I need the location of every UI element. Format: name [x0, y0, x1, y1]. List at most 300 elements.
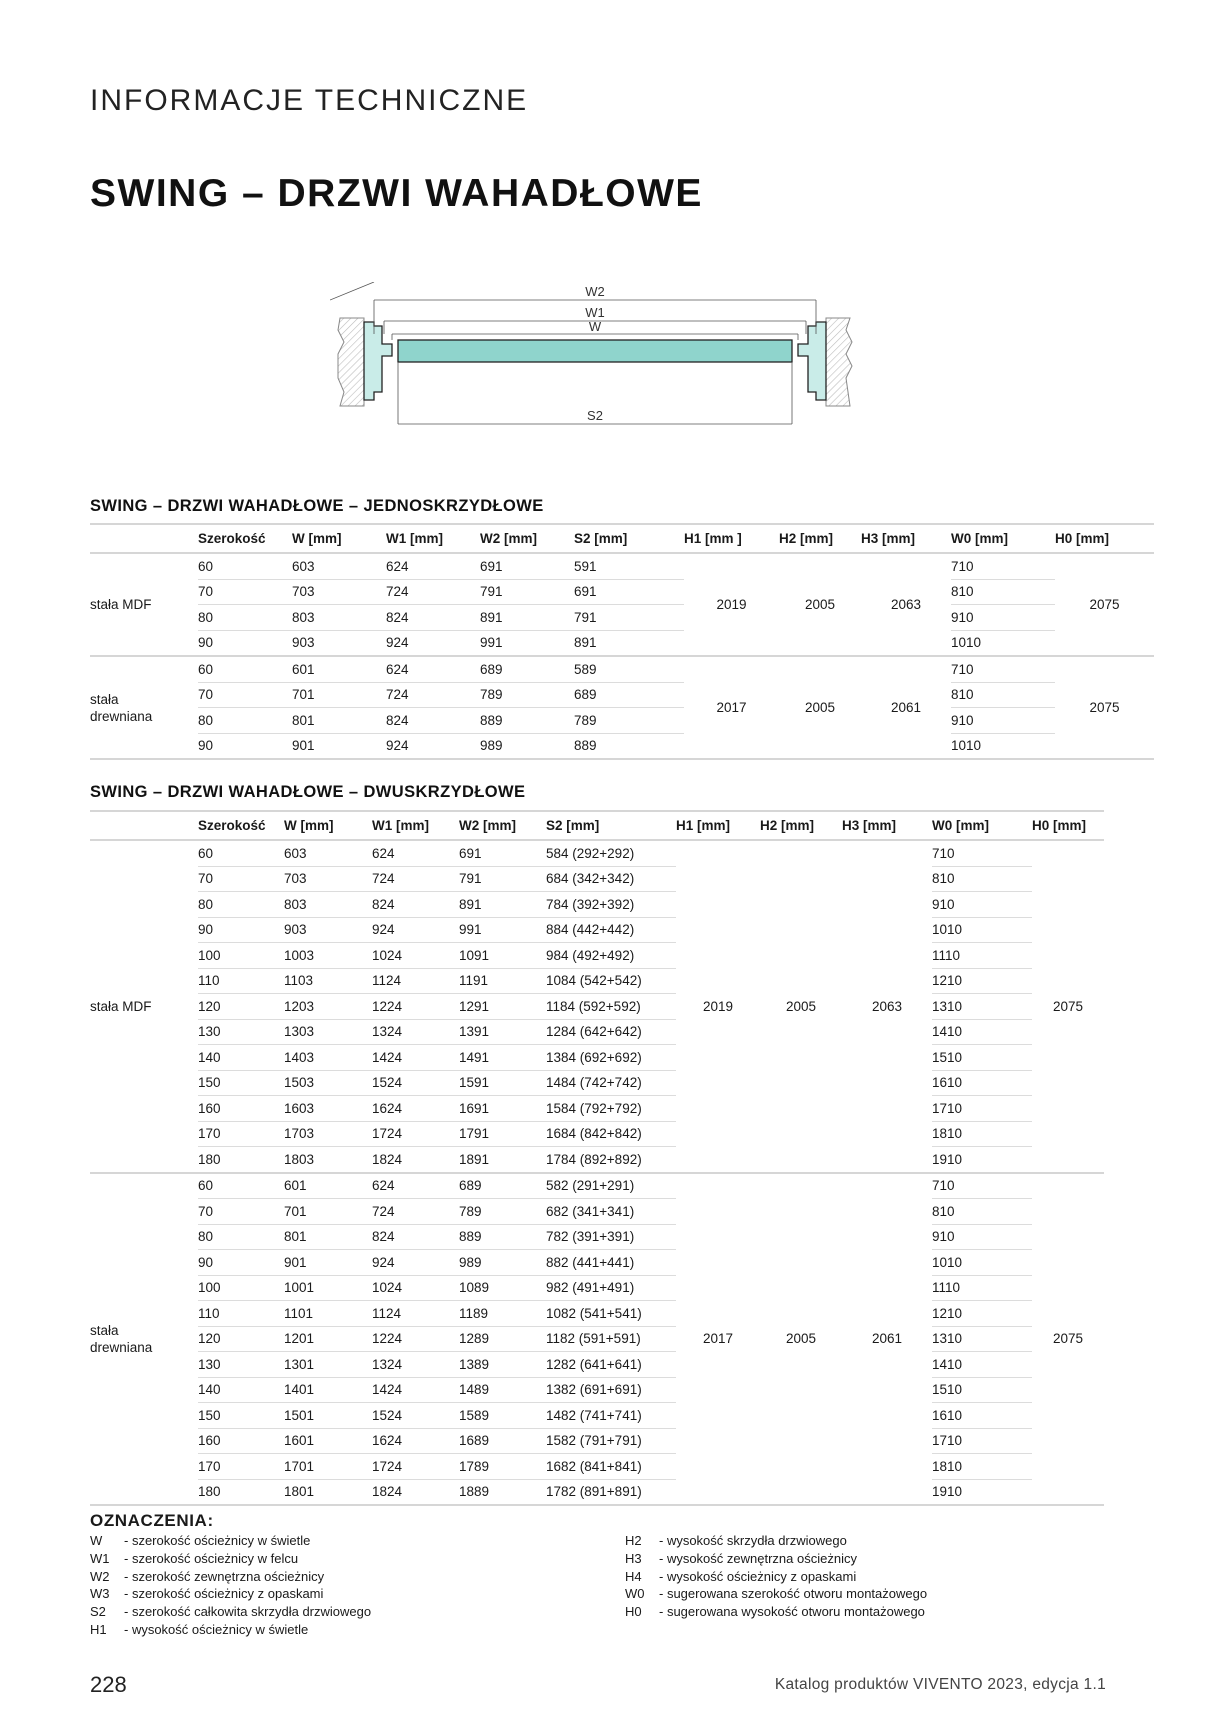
table-cell: 1089 — [459, 1275, 546, 1301]
table-cell-w0: 1410 — [932, 1019, 1032, 1045]
table-cell: 1401 — [284, 1377, 372, 1403]
table-cell: 180 — [198, 1147, 284, 1173]
legend-item: W3 - szerokość ościeżnicy z opaskami — [90, 1586, 324, 1602]
table-cell: 130 — [198, 1352, 284, 1378]
table-cell: 60 — [198, 553, 292, 579]
table-cell-w0: 1910 — [932, 1479, 1032, 1505]
legend-item: H0 - sugerowana wysokość otworu montażowego — [625, 1604, 925, 1620]
legend-title: OZNACZENIA: — [90, 1511, 214, 1530]
table-cell: 903 — [292, 630, 386, 656]
table-cell: 1601 — [284, 1428, 372, 1454]
legend-item: W1 - szerokość ościeżnicy w felcu — [90, 1550, 299, 1566]
table-cell-w0: 910 — [951, 605, 1055, 631]
table-row — [90, 1377, 1104, 1403]
table-cell-w0: 1010 — [951, 733, 1055, 759]
table-row — [90, 708, 1154, 734]
table-cell: 682 (341+341) — [546, 1199, 676, 1225]
table-row — [90, 579, 1154, 605]
table-cell: 701 — [284, 1199, 372, 1225]
table-row — [90, 682, 1154, 708]
table-cell: 1591 — [459, 1070, 546, 1096]
table-cell: 100 — [198, 1275, 284, 1301]
table-cell: 789 — [459, 1199, 546, 1225]
table-cell: 1503 — [284, 1070, 372, 1096]
table-cell: 150 — [198, 1403, 284, 1429]
table-cell: 1703 — [284, 1121, 372, 1147]
column-header — [90, 811, 198, 840]
table-cell: 120 — [198, 994, 284, 1020]
table-row — [90, 1479, 1104, 1505]
table-cell: 1501 — [284, 1403, 372, 1429]
table-cell: 1424 — [372, 1045, 459, 1071]
column-header: H3 [mm] — [842, 811, 932, 840]
table-cell: 1484 (742+742) — [546, 1070, 676, 1096]
table-row — [90, 1224, 1104, 1250]
table-row — [90, 1045, 1104, 1071]
table-row — [90, 656, 1154, 682]
table-cell: 724 — [386, 682, 480, 708]
table-cell-w0: 1010 — [932, 1250, 1032, 1276]
table-row — [90, 630, 1154, 656]
table-row — [90, 968, 1104, 994]
table-cell: 891 — [574, 630, 684, 656]
table-cell: 603 — [284, 840, 372, 866]
table-cell-w0: 1610 — [932, 1070, 1032, 1096]
table-cell: 60 — [198, 840, 284, 866]
table-cell: 1784 (892+892) — [546, 1147, 676, 1173]
height-h3: 2061 — [842, 1173, 932, 1506]
table-cell: 691 — [459, 840, 546, 866]
height-h2: 2005 — [760, 1173, 842, 1506]
column-header: H1 [mm ] — [684, 524, 779, 553]
height-h0: 2075 — [1055, 656, 1154, 759]
table-row — [90, 605, 1154, 631]
left-wall — [338, 318, 364, 406]
table-cell: 591 — [574, 553, 684, 579]
column-header — [90, 524, 198, 553]
table-cell-w0: 1510 — [932, 1045, 1032, 1071]
table-cell: 1291 — [459, 994, 546, 1020]
table-cell: 1382 (691+691) — [546, 1377, 676, 1403]
table-cell: 1524 — [372, 1070, 459, 1096]
table-cell: 70 — [198, 866, 284, 892]
table-cell: 120 — [198, 1326, 284, 1352]
table-cell: 889 — [459, 1224, 546, 1250]
legend-item: W2 - szerokość zewnętrzna ościeżnicy — [90, 1568, 325, 1584]
table-cell: 1889 — [459, 1479, 546, 1505]
table-cell: 1303 — [284, 1019, 372, 1045]
legend-item: H4 - wysokość ościeżnicy z opaskami — [625, 1568, 857, 1584]
table-cell: 1084 (542+542) — [546, 968, 676, 994]
table-cell: 791 — [459, 866, 546, 892]
table-cell: 1891 — [459, 1147, 546, 1173]
table-cell-w0: 710 — [932, 840, 1032, 866]
table-cell: 70 — [198, 1199, 284, 1225]
table-row — [90, 1121, 1104, 1147]
table-row — [90, 917, 1104, 943]
table-cell: 1801 — [284, 1479, 372, 1505]
table-cell: 1491 — [459, 1045, 546, 1071]
table-cell: 924 — [386, 630, 480, 656]
table-cell: 624 — [386, 553, 480, 579]
section-header: INFORMACJE TECHNICZNE — [90, 84, 529, 117]
table-cell: 80 — [198, 892, 284, 918]
legend-item: H3 - wysokość zewnętrzna ościeżnicy — [625, 1550, 857, 1566]
table-cell-w0: 910 — [932, 1224, 1032, 1250]
table-cell: 824 — [372, 892, 459, 918]
table-cell: 884 (442+442) — [546, 917, 676, 943]
table-cell: 140 — [198, 1045, 284, 1071]
table-cell: 70 — [198, 579, 292, 605]
table-cell: 1101 — [284, 1301, 372, 1327]
column-header: W0 [mm] — [932, 811, 1032, 840]
table-cell: 724 — [372, 1199, 459, 1225]
table-cell-w0: 810 — [951, 682, 1055, 708]
height-h2: 2005 — [779, 553, 861, 656]
table-cell-w0: 1310 — [932, 994, 1032, 1020]
legend-item: H2 - wysokość skrzydła drzwiowego — [625, 1533, 847, 1548]
table-cell: 1024 — [372, 1275, 459, 1301]
table-cell: 924 — [386, 733, 480, 759]
table-cell: 984 (492+492) — [546, 943, 676, 969]
column-header: S2 [mm] — [546, 811, 676, 840]
table-row — [90, 866, 1104, 892]
table-cell-w0: 1010 — [932, 917, 1032, 943]
left-frame — [364, 322, 392, 400]
group-label: stała MDF — [90, 840, 198, 1173]
table-row — [90, 1070, 1104, 1096]
table-cell: 703 — [284, 866, 372, 892]
table-cell: 1189 — [459, 1301, 546, 1327]
column-header: Szerokość — [198, 811, 284, 840]
table-cell: 824 — [372, 1224, 459, 1250]
table-cell-w0: 1510 — [932, 1377, 1032, 1403]
page-number: 228 — [90, 1672, 127, 1697]
column-header: H3 [mm] — [861, 524, 951, 553]
column-header: W0 [mm] — [951, 524, 1055, 553]
table-cell-w0: 1110 — [932, 1275, 1032, 1301]
table-row — [90, 1250, 1104, 1276]
table-cell: 689 — [574, 682, 684, 708]
legend-item: H1 - wysokość ościeżnicy w świetle — [90, 1621, 309, 1637]
table-cell: 1782 (891+891) — [546, 1479, 676, 1505]
table-cell: 1584 (792+792) — [546, 1096, 676, 1122]
height-h1: 2019 — [676, 840, 760, 1173]
double-leaf-title: SWING – DRZWI WAHADŁOWE – DWUSKRZYDŁOWE — [90, 783, 526, 801]
table-cell: 80 — [198, 708, 292, 734]
table-cell: 1689 — [459, 1428, 546, 1454]
table-cell: 803 — [284, 892, 372, 918]
column-header: H2 [mm] — [779, 524, 861, 553]
page-title: SWING – DRZWI WAHADŁOWE — [90, 172, 703, 215]
table-cell-w0: 1710 — [932, 1096, 1032, 1122]
table-cell-w0: 1210 — [932, 968, 1032, 994]
table-row — [90, 1403, 1104, 1429]
table-cell: 1103 — [284, 968, 372, 994]
table-row — [90, 1199, 1104, 1225]
table-cell: 1003 — [284, 943, 372, 969]
right-wall — [826, 318, 852, 406]
table-cell: 991 — [459, 917, 546, 943]
table-cell: 1201 — [284, 1326, 372, 1352]
table-cell-w0: 1910 — [932, 1147, 1032, 1173]
table-cell: 1224 — [372, 1326, 459, 1352]
table-cell-w0: 1110 — [932, 943, 1032, 969]
single-leaf-title: SWING – DRZWI WAHADŁOWE – JEDNOSKRZYDŁOWE — [90, 497, 544, 515]
height-h2: 2005 — [760, 840, 842, 1173]
height-h3: 2063 — [861, 553, 951, 656]
table-row — [90, 733, 1154, 759]
table-cell: 882 (441+441) — [546, 1250, 676, 1276]
door-leaf — [398, 340, 792, 362]
table-row — [90, 840, 1104, 866]
table-cell: 901 — [292, 733, 386, 759]
height-h1: 2017 — [676, 1173, 760, 1506]
column-header: H0 [mm] — [1055, 524, 1154, 553]
dim-label-w2: W2 — [585, 284, 605, 299]
table-row — [90, 1352, 1104, 1378]
table-cell: 824 — [386, 605, 480, 631]
double-leaf-table — [90, 810, 1104, 1506]
catalog-footer: Katalog produktów VIVENTO 2023, edycja 1.1 — [774, 1676, 1106, 1693]
door-cross-section-diagram — [330, 282, 860, 432]
column-header: H2 [mm] — [760, 811, 842, 840]
table-cell-w0: 810 — [932, 866, 1032, 892]
table-cell: 889 — [480, 708, 574, 734]
table-row — [90, 892, 1104, 918]
table-cell: 901 — [284, 1250, 372, 1276]
table-cell-w0: 910 — [932, 892, 1032, 918]
table-cell: 924 — [372, 1250, 459, 1276]
table-cell: 1624 — [372, 1428, 459, 1454]
table-cell: 989 — [480, 733, 574, 759]
group-label: stała MDF — [90, 553, 198, 656]
table-cell: 1184 (592+592) — [546, 994, 676, 1020]
table-cell: 1424 — [372, 1377, 459, 1403]
table-row — [90, 553, 1154, 579]
height-h1: 2019 — [684, 553, 779, 656]
table-cell: 582 (291+291) — [546, 1173, 676, 1199]
group-label: stała drewniana — [90, 656, 198, 759]
table-cell: 801 — [292, 708, 386, 734]
dim-label-w1: W1 — [585, 305, 605, 320]
table-row — [90, 1019, 1104, 1045]
table-cell: 1091 — [459, 943, 546, 969]
column-header: W1 [mm] — [386, 524, 480, 553]
table-cell: 110 — [198, 968, 284, 994]
table-cell: 1384 (692+692) — [546, 1045, 676, 1071]
table-cell: 703 — [292, 579, 386, 605]
table-cell: 1224 — [372, 994, 459, 1020]
table-cell-w0: 1310 — [932, 1326, 1032, 1352]
table-cell: 60 — [198, 1173, 284, 1199]
table-cell-w0: 810 — [932, 1199, 1032, 1225]
table-cell: 1282 (641+641) — [546, 1352, 676, 1378]
table-cell: 724 — [372, 866, 459, 892]
table-cell: 584 (292+292) — [546, 840, 676, 866]
table-cell: 160 — [198, 1428, 284, 1454]
column-header: S2 [mm] — [574, 524, 684, 553]
table-row — [90, 1275, 1104, 1301]
table-cell: 150 — [198, 1070, 284, 1096]
column-header: W1 [mm] — [372, 811, 459, 840]
table-cell: 100 — [198, 943, 284, 969]
table-cell: 1724 — [372, 1454, 459, 1480]
table-row — [90, 943, 1104, 969]
table-cell: 90 — [198, 917, 284, 943]
table-cell-w0: 810 — [951, 579, 1055, 605]
table-cell: 110 — [198, 1301, 284, 1327]
table-cell: 791 — [480, 579, 574, 605]
right-frame — [798, 322, 826, 400]
table-cell: 170 — [198, 1121, 284, 1147]
table-row — [90, 994, 1104, 1020]
table-cell: 1701 — [284, 1454, 372, 1480]
table-row — [90, 1096, 1104, 1122]
height-h0: 2075 — [1055, 553, 1154, 656]
table-cell: 789 — [480, 682, 574, 708]
column-header: W2 [mm] — [459, 811, 546, 840]
group-label: stała drewniana — [90, 1173, 198, 1506]
table-cell: 60 — [198, 656, 292, 682]
dim-label-s2: S2 — [587, 408, 603, 423]
table-cell: 1603 — [284, 1096, 372, 1122]
table-cell: 1324 — [372, 1352, 459, 1378]
table-cell: 1691 — [459, 1096, 546, 1122]
legend-item: S2 - szerokość całkowita skrzydła drzwiowego — [90, 1604, 372, 1620]
table-cell-w0: 1710 — [932, 1428, 1032, 1454]
table-cell: 924 — [372, 917, 459, 943]
table-cell: 170 — [198, 1454, 284, 1480]
table-cell: 824 — [386, 708, 480, 734]
table-cell: 691 — [480, 553, 574, 579]
table-cell-w0: 1810 — [932, 1121, 1032, 1147]
table-cell: 982 (491+491) — [546, 1275, 676, 1301]
table-cell-w0: 710 — [932, 1173, 1032, 1199]
table-cell: 180 — [198, 1479, 284, 1505]
table-cell: 1684 (842+842) — [546, 1121, 676, 1147]
table-cell: 1482 (741+741) — [546, 1403, 676, 1429]
table-cell: 889 — [574, 733, 684, 759]
table-cell: 1682 (841+841) — [546, 1454, 676, 1480]
table-cell: 989 — [459, 1250, 546, 1276]
height-h3: 2063 — [842, 840, 932, 1173]
table-cell: 1391 — [459, 1019, 546, 1045]
table-cell: 1082 (541+541) — [546, 1301, 676, 1327]
table-cell-w0: 1610 — [932, 1403, 1032, 1429]
table-cell: 70 — [198, 682, 292, 708]
table-cell: 1191 — [459, 968, 546, 994]
table-cell: 160 — [198, 1096, 284, 1122]
table-cell: 1389 — [459, 1352, 546, 1378]
table-cell: 601 — [284, 1173, 372, 1199]
table-cell: 130 — [198, 1019, 284, 1045]
column-header: Szerokość — [198, 524, 292, 553]
table-cell: 624 — [372, 1173, 459, 1199]
table-row — [90, 1147, 1104, 1173]
legend-item: W0 - sugerowana szerokość otworu montażowego — [625, 1586, 928, 1602]
table-cell: 1324 — [372, 1019, 459, 1045]
table-cell: 903 — [284, 917, 372, 943]
single-leaf-table — [90, 523, 1154, 760]
table-cell: 1589 — [459, 1403, 546, 1429]
table-cell: 1284 (642+642) — [546, 1019, 676, 1045]
table-cell-w0: 1010 — [951, 630, 1055, 656]
table-cell: 80 — [198, 1224, 284, 1250]
column-header: W [mm] — [292, 524, 386, 553]
table-cell: 1124 — [372, 1301, 459, 1327]
table-cell-w0: 1810 — [932, 1454, 1032, 1480]
legend-item: W - szerokość ościeżnicy w świetle — [90, 1533, 311, 1548]
table-cell: 90 — [198, 733, 292, 759]
table-cell: 1789 — [459, 1454, 546, 1480]
table-cell: 1791 — [459, 1121, 546, 1147]
table-cell: 1582 (791+791) — [546, 1428, 676, 1454]
table-cell: 80 — [198, 605, 292, 631]
table-cell: 1803 — [284, 1147, 372, 1173]
table-cell: 1824 — [372, 1479, 459, 1505]
table-cell: 1001 — [284, 1275, 372, 1301]
table-cell-w0: 710 — [951, 656, 1055, 682]
table-cell: 624 — [386, 656, 480, 682]
table-cell: 601 — [292, 656, 386, 682]
table-cell: 724 — [386, 579, 480, 605]
table-cell: 891 — [480, 605, 574, 631]
table-cell: 1624 — [372, 1096, 459, 1122]
table-cell: 803 — [292, 605, 386, 631]
table-cell: 701 — [292, 682, 386, 708]
table-cell: 1403 — [284, 1045, 372, 1071]
table-cell: 90 — [198, 630, 292, 656]
table-cell: 689 — [459, 1173, 546, 1199]
column-header: H1 [mm] — [676, 811, 760, 840]
table-cell: 1489 — [459, 1377, 546, 1403]
table-cell: 589 — [574, 656, 684, 682]
table-cell: 684 (342+342) — [546, 866, 676, 892]
legend-right-column — [625, 1532, 927, 1621]
table-cell: 624 — [372, 840, 459, 866]
table-cell: 1301 — [284, 1352, 372, 1378]
table-cell: 1824 — [372, 1147, 459, 1173]
table-cell: 1182 (591+591) — [546, 1326, 676, 1352]
table-cell: 1524 — [372, 1403, 459, 1429]
table-cell: 784 (392+392) — [546, 892, 676, 918]
table-cell: 891 — [459, 892, 546, 918]
table-cell: 140 — [198, 1377, 284, 1403]
table-row — [90, 1428, 1104, 1454]
table-cell: 1124 — [372, 968, 459, 994]
table-cell-w0: 1210 — [932, 1301, 1032, 1327]
height-h0: 2075 — [1032, 1173, 1104, 1506]
table-cell-w0: 1410 — [932, 1352, 1032, 1378]
height-h0: 2075 — [1032, 840, 1104, 1173]
table-row — [90, 1173, 1104, 1199]
legend-left-column — [90, 1532, 371, 1639]
table-cell: 1203 — [284, 994, 372, 1020]
table-cell: 603 — [292, 553, 386, 579]
column-header: W [mm] — [284, 811, 372, 840]
table-cell: 90 — [198, 1250, 284, 1276]
table-cell: 991 — [480, 630, 574, 656]
table-row — [90, 1301, 1104, 1327]
table-cell: 1289 — [459, 1326, 546, 1352]
height-h2: 2005 — [779, 656, 861, 759]
column-header: H0 [mm] — [1032, 811, 1104, 840]
table-cell: 789 — [574, 708, 684, 734]
table-cell: 1724 — [372, 1121, 459, 1147]
table-row — [90, 1454, 1104, 1480]
table-cell: 1024 — [372, 943, 459, 969]
